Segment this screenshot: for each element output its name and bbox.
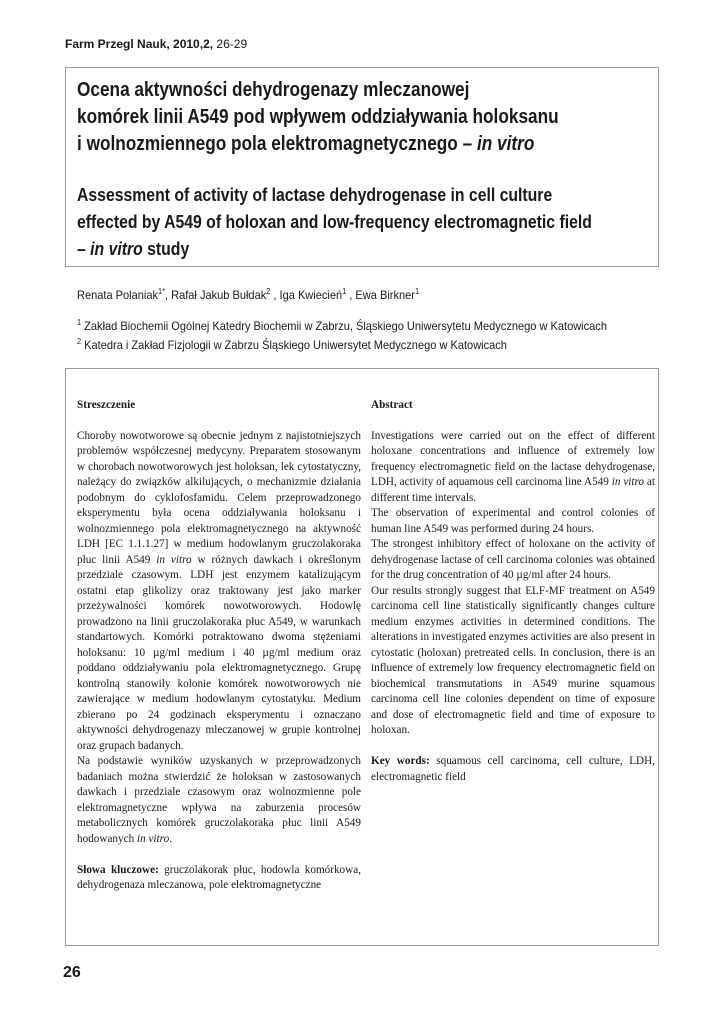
title-en-line3-post: study bbox=[142, 238, 190, 259]
author-affil-mark: 1 bbox=[414, 287, 420, 296]
author-affil-mark: 2 bbox=[266, 287, 271, 296]
abstract-heading: Abstract bbox=[371, 399, 413, 411]
title-en-line1: Assessment of activity of lactase dehydrogenase in cell culture bbox=[77, 184, 553, 205]
title-en-italic: in vitro bbox=[90, 238, 143, 259]
author-name: Renata Polaniak bbox=[77, 288, 159, 302]
keywords-label: Słowa kluczowe: bbox=[77, 863, 159, 876]
abstract-paragraph: The strongest inhibitory effect of holoxane on the activity of dehydrogenase lactase of cell carcinoma colonies was obtained for the drug concentration of 40 µg/ml after 24 hours. bbox=[371, 538, 655, 581]
author-name: , Ewa Birkner bbox=[346, 288, 415, 302]
author-list bbox=[77, 287, 419, 302]
title-pl-italic: in vitro bbox=[476, 132, 535, 155]
streszczenie-column bbox=[77, 398, 361, 894]
affiliation-item bbox=[77, 334, 607, 353]
title-polish bbox=[77, 76, 564, 157]
abstract-paragraph: The observation of experimental and control colonies of human line A549 was performed during 24 hours. bbox=[371, 507, 655, 535]
title-english bbox=[77, 181, 648, 262]
paragraph-italic: in vitro bbox=[156, 553, 192, 566]
keywords-text: squamous cell carcinoma, cell culture, LDH, electromagnetic field bbox=[371, 755, 655, 783]
affiliation-text: Zakład Biochemii Ogólnej Katedry Biochemii w Zabrzu, Śląskiego Uniwersytetu Medycznego w Katowicach bbox=[81, 319, 607, 333]
streszczenie-paragraph bbox=[77, 429, 361, 755]
affiliation-number: 1 bbox=[77, 318, 82, 327]
page-number: 26 bbox=[63, 964, 81, 981]
abstract-paragraph: Our results strongly suggest that ELF-MF treatment on A549 carcinoma cell line statistically significantly changes culture medium enzymes activities in determined conditions. The alterations in investigated enzymes activities are also present in cytostatic (holoxan) pretreated cells. In conclusion, there is an influence of extremely low frequency electromagnetic field on biochemical transmutations in A549 murine squamous carcinoma cell line colonies dependent on time of exposure and dose of electromagnetic field and time of exposure to holoxan. bbox=[371, 584, 655, 736]
title-divider bbox=[65, 266, 659, 267]
keywords-label: Key words: bbox=[371, 755, 430, 767]
title-en-line3-pre: – bbox=[77, 238, 91, 259]
affiliation-number: 2 bbox=[77, 337, 82, 346]
paragraph-italic: in vitro bbox=[136, 832, 170, 845]
affiliation-text: Katedra i Zakład Fizjologii w Zabrzu Śląskiego Uniwersytet Medycznego w Katowicach bbox=[81, 338, 507, 352]
paragraph-italic: in vitro bbox=[611, 476, 645, 488]
streszczenie-keywords bbox=[77, 863, 361, 894]
author-name: , Rafał Jakub Bułdak bbox=[164, 288, 267, 302]
title-en-line3 bbox=[77, 235, 648, 262]
author-affil-mark: 1* bbox=[158, 287, 165, 296]
author-affil-mark: 1 bbox=[342, 287, 347, 296]
title-pl-line3-text: i wolnozmiennego pola elektromagnetycznego – bbox=[77, 132, 477, 155]
journal-citation bbox=[65, 37, 247, 51]
title-pl-line3 bbox=[77, 130, 564, 157]
affiliations bbox=[77, 315, 607, 353]
abstract-keywords bbox=[371, 754, 655, 785]
abstract-paragraph bbox=[371, 429, 655, 507]
title-en-line2: effected by A549 of holoxan and low-frequency electromagnetic field bbox=[77, 211, 592, 232]
title-pl-line2: komórek linii A549 pod wpływem oddziaływania holoksanu bbox=[77, 105, 559, 128]
affiliation-item bbox=[77, 315, 607, 334]
abstract-column bbox=[371, 398, 655, 785]
paragraph-text: Na podstawie wyników uzyskanych w przeprowadzonych badaniach można stwierdzić że holoksan w zastosowanych dawkach i przedziale czasowym oraz wolnozmienne pole elektromagnetyczne wpływa na zaburzenia procesów metabolicznych komórek gruczolakoraka płuc linii A549 hodowanych bbox=[77, 755, 361, 845]
streszczenie-heading: Streszczenie bbox=[77, 399, 136, 411]
title-pl-line1: Ocena aktywności dehydrogenazy mleczanowej bbox=[77, 78, 470, 101]
paragraph-text: Investigations were carried out on the effect of different holoxane concentrations and influence of extremely low frequency electromagnetic field on the lactase dehydrogenase, LDH, activity of aquamous cell carcinoma line A549 bbox=[371, 429, 655, 488]
paragraph-text: at different time intervals. bbox=[371, 476, 655, 504]
streszczenie-paragraph bbox=[77, 754, 361, 847]
author-name: , Iga Kwiecień bbox=[270, 288, 343, 302]
keywords-text: gruczolakorak płuc, hodowla komórkowa, dehydrogenaza mleczanowa, pole elektromagnetyczne bbox=[77, 863, 361, 891]
paragraph-text: . bbox=[169, 832, 172, 845]
paragraph-text: Choroby nowotworowe są obecnie jednym z najistotniejszych problemów współczesnej medycyny. Preparatem stosowanym w chorobach nowotworowych jest holoksan, lek cytostatyczny, należący do związków alkilujących, o mechanizmie działania podobnym do cyklofosfamidu. Celem przeprowadzonego eksperymentu była ocena oddziaływania holoksanu i wolnozmiennego pola elektromagnetycznego na aktywność LDH [EC 1.1.1.27] w medium hodowlanym gruczolakoraka płuc linii A549 bbox=[77, 429, 361, 566]
paragraph-text: w różnych dawkach i określonym przedziale czasowym. LDH jest enzymem katalizującym ostatni etap glikolizy oraz traktowany jest jako marker przeżywalności komórek nowotworowych. Hodowlę prowadzono na linii gruczolakoraka płuc A549, w warunkach standartowych. Komórki potraktowano dwoma stężeniami holoksanu: 10 µg/ml medium i 40 µg/ml medium oraz poddano oddziaływaniu pola elektromagnetycznego. Grupę kontrolną stanowiły kolonie komórek nowotworowych nie zawierające w medium hodowlanym cytostatyku. Medium zbierano po 24 godzinach eksperymentu i oznaczano aktywności dehydrogenazy mleczanowej w grupie kontrolnej oraz grupach badanych. bbox=[77, 553, 361, 752]
journal-name: Farm Przegl Nauk, 2010,2, bbox=[65, 37, 214, 51]
journal-pages: 26-29 bbox=[216, 37, 248, 51]
